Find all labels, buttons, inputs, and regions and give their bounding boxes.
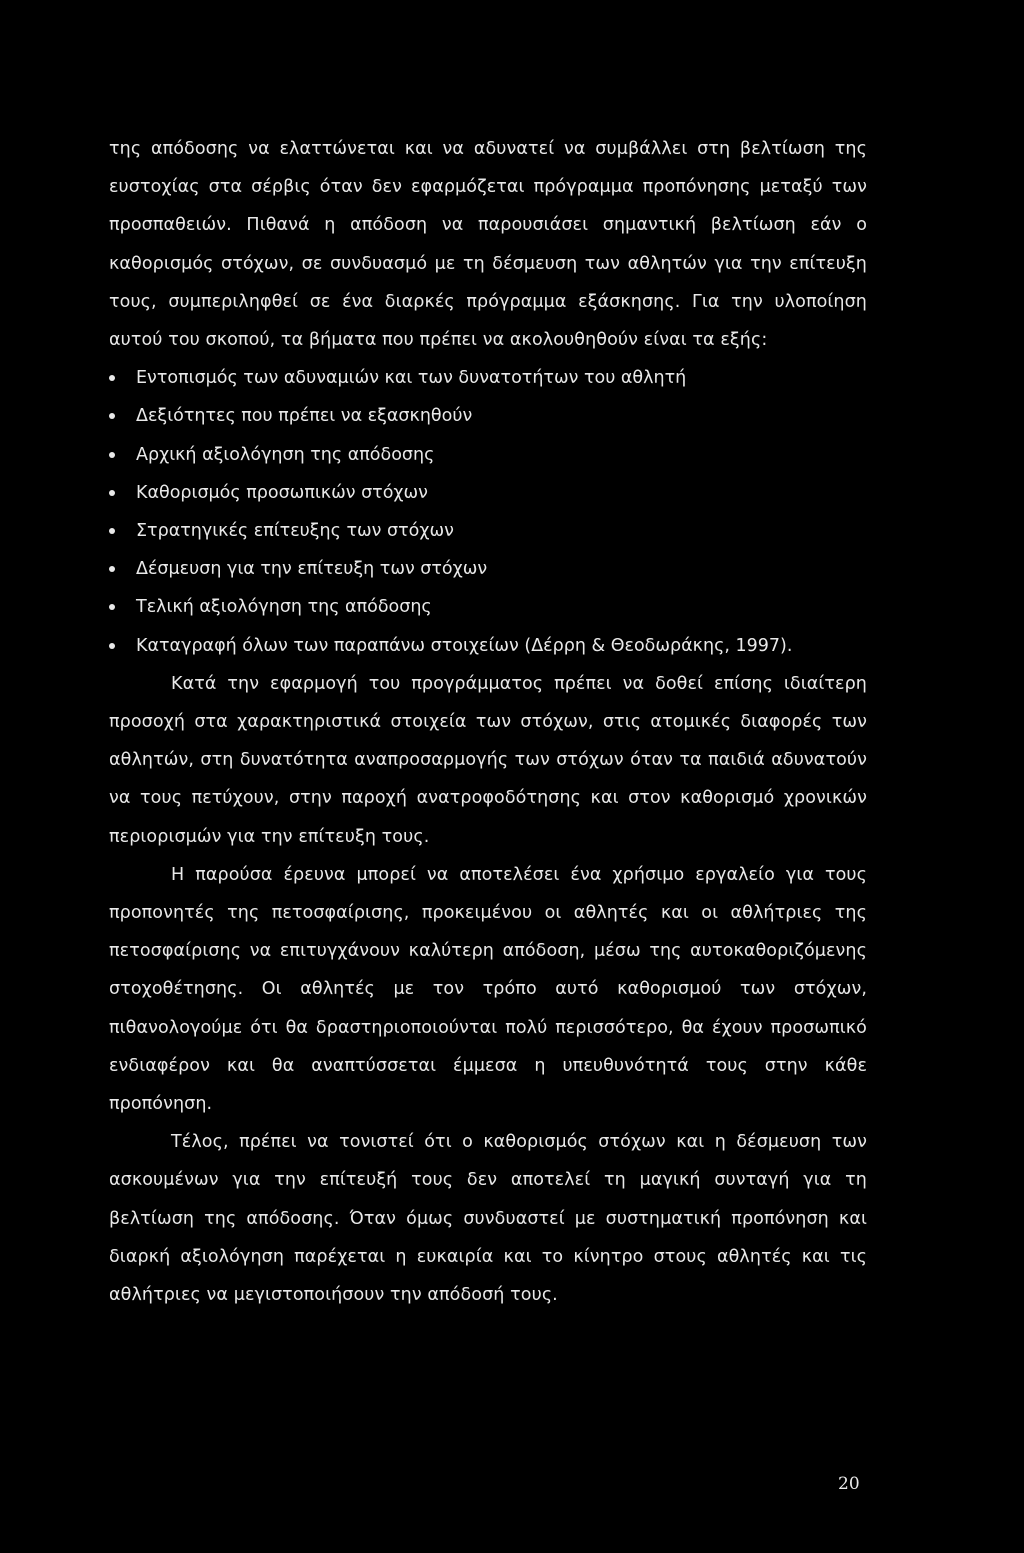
paragraph-implementation: Κατά την εφαρμογή του προγράμματος πρέπει να δοθεί επίσης ιδιαίτερη προσοχή στα χαρακτηριστικά στοιχεία των στόχων, στις ατομικές διαφορές των αθλητών, στη δυνατότητα αναπροσαρμογής των στόχων όταν τα παιδιά αδυνατούν να τους πετύχουν, στην παροχή ανατροφοδότησης και στον καθορισμό χρονικών περιορισμών για την επίτευξη τους. xyxy=(109,673,867,847)
list-item-text: Αρχική αξιολόγηση της απόδοσης xyxy=(136,444,435,465)
list-item-text: Δεξιότητες που πρέπει να εξασκηθούν xyxy=(136,406,473,427)
list-item xyxy=(109,588,867,626)
body-text xyxy=(109,130,867,1314)
bullet-icon xyxy=(109,375,115,381)
paragraph-research: Η παρούσα έρευνα μπορεί να αποτελέσει ένα χρήσιμο εργαλείο για τους προπονητές της πετοσφαίρισης, προκειμένου οι αθλητές και οι αθλήτριες της πετοσφαίρισης να επιτυγχάνουν καλύτερη απόδοση, μέσω της αυτοκαθοριζόμενης στοχοθέτησης. Οι αθλητές με τον τρόπο αυτό καθορισμού των στόχων, πιθανολογούμε ότι θα δραστηριοποιούνται πολύ περισσότερο, θα έχουν προσωπικό ενδιαφέρον και θα αναπτύσσεται έμμεσα η υπευθυνότητά τους στην κάθε προπόνηση. xyxy=(109,864,867,1115)
list-item xyxy=(109,436,867,474)
bullet-icon xyxy=(109,452,115,458)
list-item-text: Δέσμευση για την επίτευξη των στόχων xyxy=(136,559,488,580)
bullet-icon xyxy=(109,604,115,610)
list-item-text: Καθορισμός προσωπικών στόχων xyxy=(136,482,428,503)
list-item-text: Εντοπισμός των αδυναμιών και των δυνατοτήτων του αθλητή xyxy=(136,368,687,389)
list-item-text: Στρατηγικές επίτευξης των στόχων xyxy=(136,521,454,542)
page-number: 20 xyxy=(838,1474,860,1494)
list-item-text: Τελική αξιολόγηση της απόδοσης xyxy=(136,597,432,618)
bullet-icon xyxy=(109,413,115,419)
steps-list xyxy=(109,359,867,665)
bullet-icon xyxy=(109,528,115,534)
list-item xyxy=(109,550,867,588)
bullet-icon xyxy=(109,490,115,496)
list-item xyxy=(109,397,867,435)
bullet-icon xyxy=(109,643,115,649)
list-item xyxy=(109,474,867,512)
list-item xyxy=(109,627,867,665)
bullet-icon xyxy=(109,566,115,572)
list-item xyxy=(109,359,867,397)
paragraph-conclusion: Τέλος, πρέπει να τονιστεί ότι ο καθορισμός στόχων και η δέσμευση των ασκουμένων για την επίτευξή τους δεν αποτελεί τη μαγική συνταγή για τη βελτίωση της απόδοσης. Όταν όμως συνδυαστεί με συστηματική προπόνηση και διαρκή αξιολόγηση παρέχεται η ευκαιρία και το κίνητρο στους αθλητές και τις αθλήτριες να μεγιστοποιήσουν την απόδοσή τους. xyxy=(109,1132,867,1306)
list-item xyxy=(109,512,867,550)
list-item-text: Καταγραφή όλων των παραπάνω στοιχείων (Δέρρη & Θεοδωράκης, 1997). xyxy=(136,635,793,656)
paragraph-intro: της απόδοσης να ελαττώνεται και να αδυνατεί να συμβάλλει στη βελτίωση της ευστοχίας στα σέρβις όταν δεν εφαρμόζεται πρόγραμμα προπόνησης μεταξύ των προσπαθειών. Πιθανά η απόδοση να παρουσιάσει σημαντική βελτίωση εάν ο καθορισμός στόχων, σε συνδυασμό με τη δέσμευση των αθλητών για την επίτευξη τους, συμπεριληφθεί σε ένα διαρκές πρόγραμμα εξάσκησης. Για την υλοποίηση αυτού του σκοπού, τα βήματα που πρέπει να ακολουθηθούν είναι τα εξής: xyxy=(109,139,867,351)
